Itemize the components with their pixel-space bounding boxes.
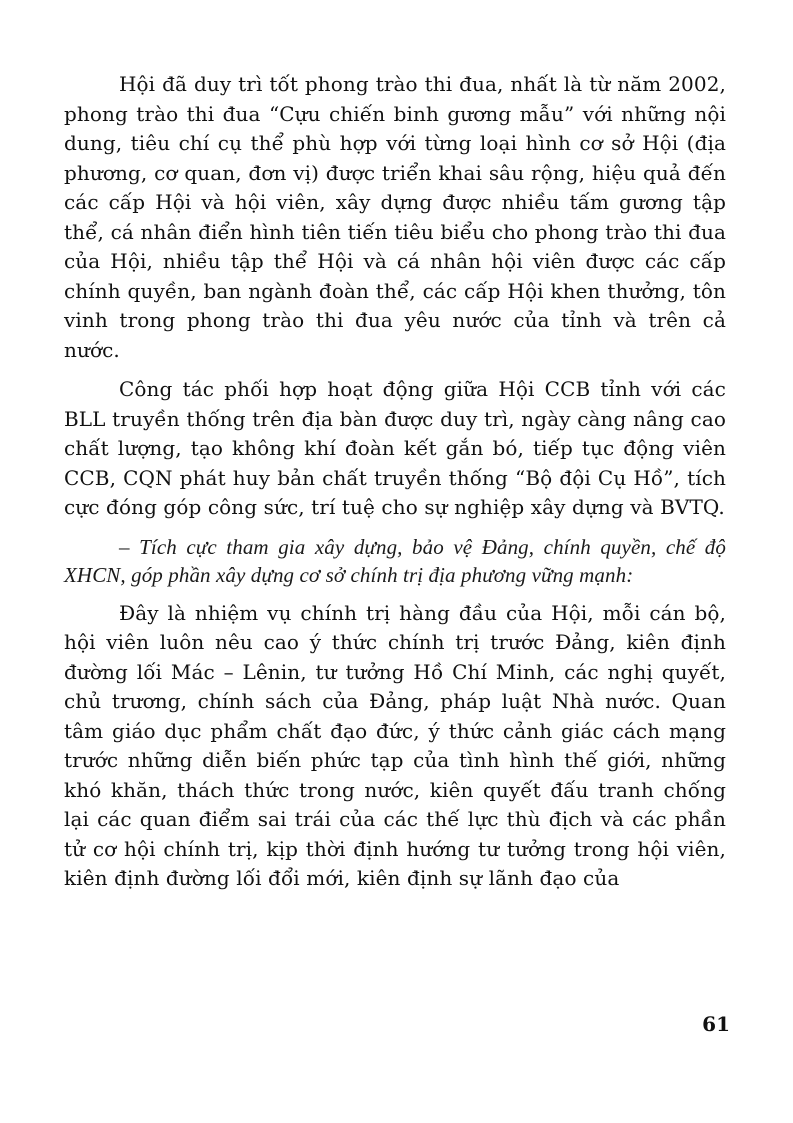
section-heading-italic: – Tích cực tham gia xây dựng, bảo vệ Đảng, chính quyền, chế độ XHCN, góp phần xây dựng cơ sở chính trị địa phương vững mạnh: xyxy=(64,534,726,587)
page-number: 61 xyxy=(702,1012,730,1036)
body-text xyxy=(64,70,726,894)
paragraph-emulation-movement: Hội đã duy trì tốt phong trào thi đua, nhất là từ năm 2002, phong trào thi đua “Cựu chiến binh gương mẫu” với những nội dung, tiêu chí cụ thể phù hợp với từng loại hình cơ sở Hội (địa phương, cơ quan, đơn vị) được triển khai sâu rộng, hiệu quả đến các cấp Hội và hội viên, xây dựng được nhiều tấm gương tập thể, cá nhân điển hình tiên tiến tiêu biểu cho phong trào thi đua của Hội, nhiều tập thể Hội và cá nhân hội viên được các cấp chính quyền, ban ngành đoàn thể, các cấp Hội khen thưởng, tôn vinh trong phong trào thi đua yêu nước của tỉnh và trên cả nước. xyxy=(64,72,726,362)
paragraph-coordination: Công tác phối hợp hoạt động giữa Hội CCB tỉnh với các BLL truyền thống trên địa bàn được duy trì, ngày càng nâng cao chất lượng, tạo không khí đoàn kết gắn bó, tiếp tục động viên CCB, CQN phát huy bản chất truyền thống “Bộ đội Cụ Hồ”, tích cực đóng góp công sức, trí tuệ cho sự nghiệp xây dựng và BVTQ. xyxy=(64,377,726,519)
paragraph-political-task: Đây là nhiệm vụ chính trị hàng đầu của Hội, mỗi cán bộ, hội viên luôn nêu cao ý thức chính trị trước Đảng, kiên định đường lối Mác – Lênin, tư tưởng Hồ Chí Minh, các nghị quyết, chủ trương, chính sách của Đảng, pháp luật Nhà nước. Quan tâm giáo dục phẩm chất đạo đức, ý thức cảnh giác cách mạng trước những diễn biến phức tạp của tình hình thế giới, những khó khăn, thách thức trong nước, kiên quyết đấu tranh chống lại các quan điểm sai trái của các thế lực thù địch và các phần tử cơ hội chính trị, kịp thời định hướng tư tưởng trong hội viên, kiên định đường lối đổi mới, kiên định sự lãnh đạo của xyxy=(64,600,726,890)
